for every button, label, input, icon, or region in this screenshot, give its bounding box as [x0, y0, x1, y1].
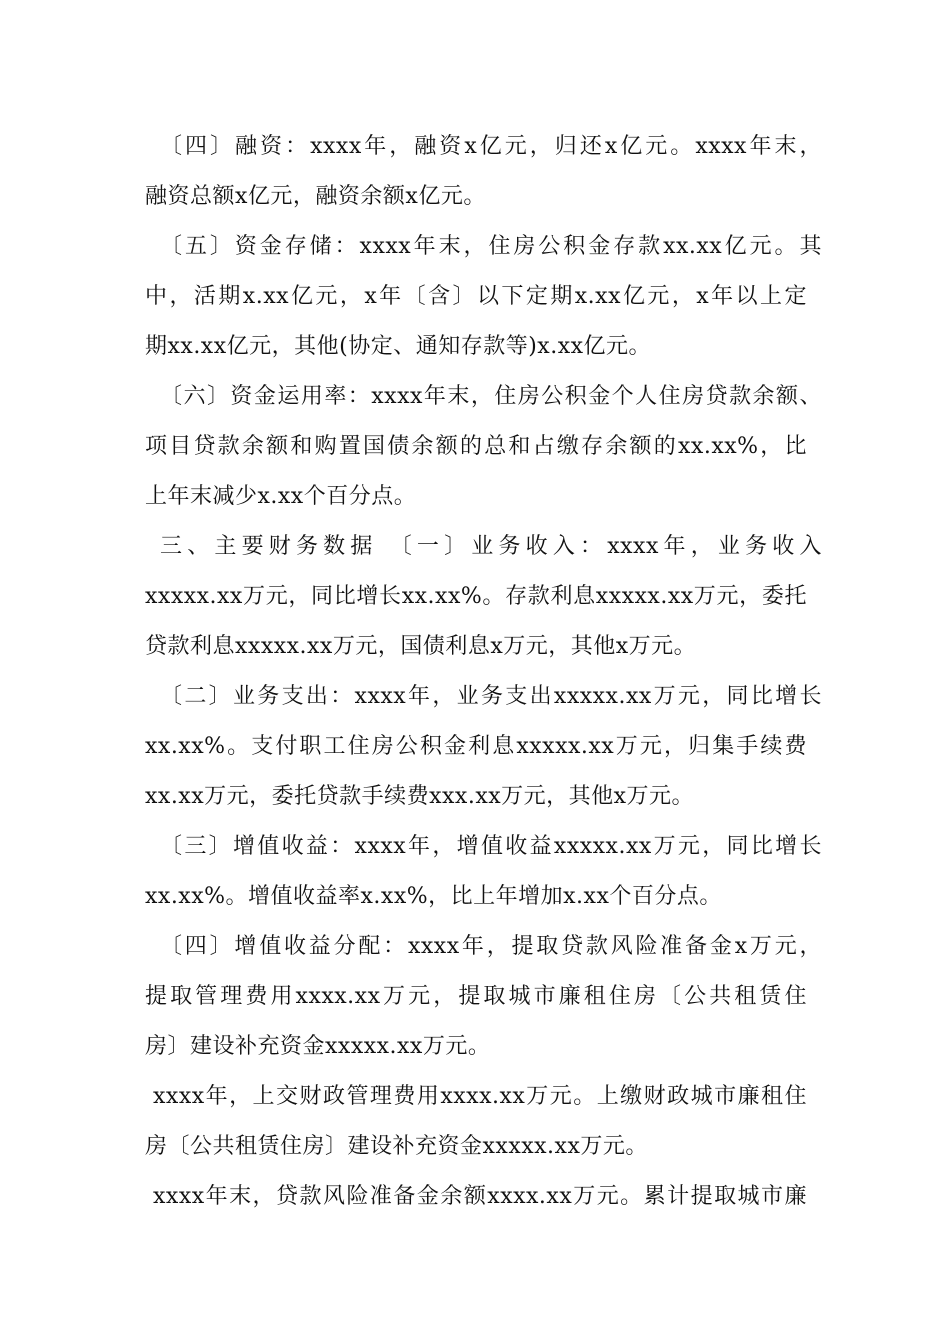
paragraph-fiscal-payment-line-2: 房〔公共租赁住房〕建设补充资金xxxxx.xx万元。 — [145, 1134, 648, 1159]
paragraph-expenditure-line-1: 〔二〕业务支出：xxxx年，业务支出xxxxx.xx万元，同比增长 — [160, 684, 822, 709]
paragraph-value-added-income-line-2: xx.xx%。增值收益率x.xx%，比上年增加x.xx个百分点。 — [145, 884, 722, 909]
paragraph-financing-line-1: 〔四〕融资：xxxx年，融资x亿元，归还x亿元。xxxx年末， — [160, 134, 822, 159]
paragraph-risk-reserve-line-1: xxxx年末，贷款风险准备金余额xxxx.xx万元。累计提取城市廉 — [153, 1184, 807, 1209]
section-financial-data-line-3: 贷款利息xxxxx.xx万元，国债利息x万元，其他x万元。 — [145, 634, 697, 659]
paragraph-expenditure-line-3: xx.xx万元，委托贷款手续费xxx.xx万元，其他x万元。 — [145, 784, 695, 809]
paragraph-value-added-income-line-1: 〔三〕增值收益：xxxx年，增值收益xxxxx.xx万元，同比增长 — [160, 834, 822, 859]
paragraph-income-distribution-line-1: 〔四〕增值收益分配：xxxx年，提取贷款风险准备金x万元， — [160, 934, 822, 959]
paragraph-fund-storage-line-2: 中，活期x.xx亿元，x年〔含〕以下定期x.xx亿元，x年以上定 — [145, 284, 807, 309]
section-financial-data-line-2: xxxxx.xx万元，同比增长xx.xx%。存款利息xxxxx.xx万元，委托 — [145, 584, 807, 609]
paragraph-income-distribution-line-2: 提取管理费用xxxx.xx万元，提取城市廉租住房〔公共租赁住 — [145, 984, 807, 1009]
paragraph-income-distribution-line-3: 房〕建设补充资金xxxxx.xx万元。 — [145, 1034, 491, 1059]
paragraph-financing-line-2: 融资总额x亿元，融资余额x亿元。 — [145, 184, 486, 209]
paragraph-utilization-line-3: 上年末减少x.xx个百分点。 — [145, 484, 417, 509]
paragraph-fund-storage-line-3: 期xx.xx亿元，其他(协定、通知存款等)x.xx亿元。 — [145, 334, 652, 359]
section-financial-data-line-1: 三、主要财务数据 〔一〕业务收入：xxxx年，业务收入 — [160, 534, 822, 559]
paragraph-utilization-line-2: 项目贷款余额和购置国债余额的总和占缴存余额的xx.xx%，比 — [145, 434, 807, 459]
paragraph-fiscal-payment-line-1: xxxx年，上交财政管理费用xxxx.xx万元。上缴财政城市廉租住 — [153, 1084, 807, 1109]
paragraph-utilization-line-1: 〔六〕资金运用率：xxxx年末，住房公积金个人住房贷款余额、 — [160, 384, 822, 409]
paragraph-expenditure-line-2: xx.xx%。支付职工住房公积金利息xxxxx.xx万元，归集手续费 — [145, 734, 807, 759]
paragraph-fund-storage-line-1: 〔五〕资金存储：xxxx年末，住房公积金存款xx.xx亿元。其 — [160, 234, 822, 259]
